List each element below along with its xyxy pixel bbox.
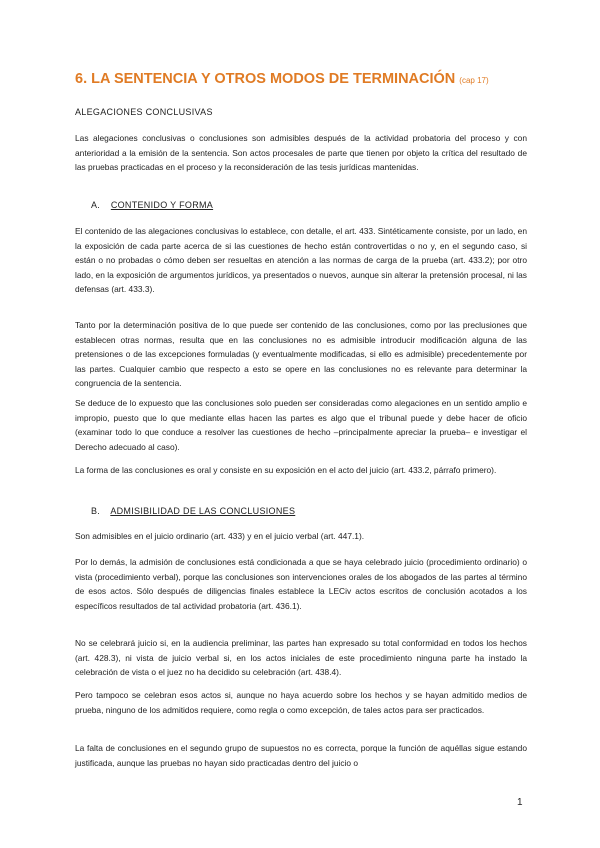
paragraph-a1: El contenido de las alegaciones conclusivas lo establece, con detalle, el art. 433. Sintéticamente consiste, por un lado, en la exposición de cada parte acerca de si las cuestiones de hecho están controvertidas o no y, en el segundo caso, si están o no probadas o cómo deben ser resueltas en atención a las normas de carga de la prueba (art. 433.2); por otro lado, en la exposición de argumentos jurídicos, ya presentados o nuevos, aunque sin alterar la pretensión procesal, ni las defensas (art. 433.3).: [75, 226, 527, 295]
subsection-b-label: ADMISIBILIDAD DE LAS CONCLUSIONES: [110, 506, 296, 516]
subsection-a-heading: [91, 200, 213, 210]
paragraph-b5: La falta de conclusiones en el segundo grupo de supuestos no es correcta, porque la función de aquéllas sigue estando justificada, aunque las pruebas no hayan sido practicadas dentro del juicio o: [75, 743, 527, 768]
subsection-b-heading: [91, 506, 295, 516]
paragraph-b4: Pero tampoco se celebran esos actos si, aunque no haya acuerdo sobre los hechos y se hayan admitido medios de prueba, ninguno de los admitidos requiere, como regla o como excepción, de tales actos para ser practicados.: [75, 690, 527, 715]
paragraph-a2: Tanto por la determinación positiva de lo que puede ser contenido de las conclusiones, como por las preclusiones que establecen otras normas, resulta que en las conclusiones no es admisible introducir modificación alguna de las pretensiones o de las excepciones formuladas (y eventualmente modificadas, si ello es admisible) precedentemente por las partes. Cualquier cambio que respecto a esto se opere en las conclusiones no es relevante para determinar la congruencia de la sentencia.: [75, 320, 527, 389]
paragraph-b3: No se celebrará juicio si, en la audiencia preliminar, las partes han expresado su total conformidad en todos los hechos (art. 428.3), ni vista de juicio verbal si, en los actos iniciales de este procedimiento ninguna parte ha instado la celebración de vista o el juez no ha decidido su celebración (art. 438.4).: [75, 638, 527, 678]
paragraph-a4: La forma de las conclusiones es oral y consiste en su exposición en el acto del juicio (art. 433.2, párrafo primero).: [75, 465, 497, 475]
subsection-b-letter: B.: [91, 506, 101, 516]
subsection-a-letter: A.: [91, 200, 101, 210]
paragraph-b1: Son admisibles en el juicio ordinario (art. 433) y en el juicio verbal (art. 447.1).: [75, 531, 365, 541]
chapter-title: [75, 71, 545, 87]
intro-paragraph: Las alegaciones conclusivas o conclusiones son admisibles después de la actividad probatoria del proceso y con anterioridad a la emisión de la sentencia. Son actos procesales de parte que tienen por objeto la crítica del resultado de las pruebas practicadas en el proceso y la reconsideración de las tesis jurídicas mantenidas.: [75, 133, 527, 173]
subsection-a-label: CONTENIDO Y FORMA: [110, 200, 214, 210]
chapter-title-text: 6. LA SENTENCIA Y OTROS MODOS DE TERMINACIÓN: [75, 71, 456, 87]
paragraph-b2: Por lo demás, la admisión de conclusiones está condicionada a que se haya celebrado juicio (procedimiento ordinario) o vista (procedimiento verbal), porque las conclusiones son intervenciones orales de los abogados de las partes al término de esos actos. Sólo después de diligencias finales establece la LECiv actos escritos de conclusión acotados a los específicos resultados de tal actividad probatoria (art. 436.1).: [75, 557, 527, 611]
chapter-reference: (cap 17): [459, 76, 489, 85]
page-number: 1: [517, 797, 523, 808]
section-heading: ALEGACIONES CONCLUSIVAS: [75, 107, 213, 117]
paragraph-a3: Se deduce de lo expuesto que las conclusiones solo pueden ser consideradas como alegaciones en un sentido amplio e impropio, puesto que lo que mediante ellas hacen las partes es algo que el tribunal puede y debe hacer de oficio (examinar todo lo que conduce a resolver las cuestiones de hecho –principalmente apreciar la prueba– e investigar el Derecho adecuado al caso).: [75, 398, 527, 452]
